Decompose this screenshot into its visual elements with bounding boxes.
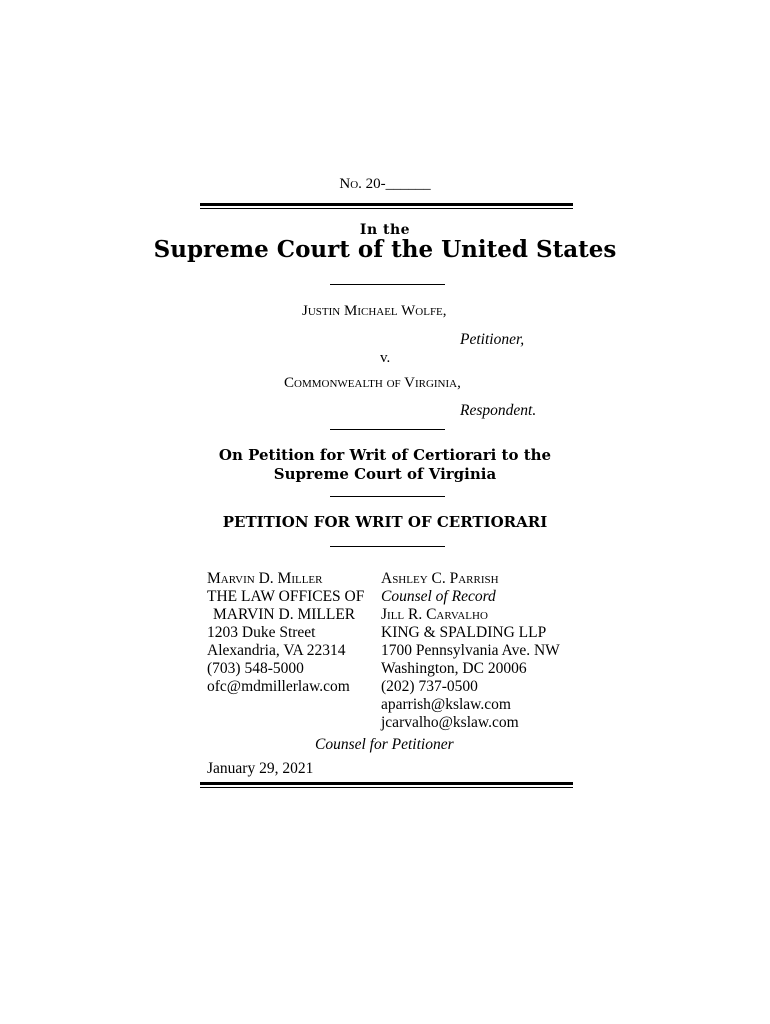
left-counsel-block bbox=[207, 570, 364, 696]
phone-number: (703) 548-5000 bbox=[207, 660, 304, 677]
city-address: Washington, DC 20006 bbox=[381, 660, 527, 677]
counsel-role: Counsel of Record bbox=[381, 588, 496, 605]
divider bbox=[330, 496, 445, 497]
counsel-name: Jill R. Carvalho bbox=[381, 606, 488, 623]
street-address: 1203 Duke Street bbox=[207, 624, 316, 641]
divider bbox=[330, 284, 445, 285]
firm-name: KING & SPALDING LLP bbox=[381, 624, 547, 641]
email-address: aparrish@kslaw.com bbox=[381, 696, 511, 713]
document-title: PETITION FOR WRIT OF CERTIORARI bbox=[222, 513, 548, 531]
city-address: Alexandria, VA 22314 bbox=[207, 642, 346, 659]
street-address: 1700 Pennsylvania Ave. NW bbox=[381, 642, 560, 659]
petition-subtitle-line2: Supreme Court of Virginia bbox=[273, 465, 497, 483]
court-name: Supreme Court of the United States bbox=[153, 236, 617, 263]
respondent-role: Respondent. bbox=[460, 402, 537, 419]
court-preamble: In the bbox=[359, 222, 411, 238]
phone-number: (202) 737-0500 bbox=[381, 678, 478, 695]
firm-name: MARVIN D. MILLER bbox=[213, 606, 356, 623]
email-address: jcarvalho@kslaw.com bbox=[381, 714, 519, 731]
firm-name: THE LAW OFFICES OF bbox=[207, 588, 365, 605]
petition-subtitle-line1: On Petition for Writ of Certiorari to the bbox=[218, 446, 552, 464]
right-counsel-block bbox=[381, 570, 560, 732]
counsel-name: Ashley C. Parrish bbox=[381, 570, 499, 587]
counsel-name: Marvin D. Miller bbox=[207, 570, 323, 587]
respondent-name: Commonwealth of Virginia, bbox=[284, 375, 461, 391]
divider bbox=[330, 546, 445, 547]
email-address: ofc@mdmillerlaw.com bbox=[207, 678, 350, 695]
counsel-for-label: Counsel for Petitioner bbox=[315, 736, 454, 753]
bottom-rule bbox=[200, 782, 573, 788]
filing-date: January 29, 2021 bbox=[207, 760, 314, 777]
divider bbox=[330, 429, 445, 430]
case-number: No. 20-______ bbox=[339, 176, 431, 192]
petitioner-role: Petitioner, bbox=[460, 331, 525, 348]
petitioner-name: Justin Michael Wolfe, bbox=[302, 303, 447, 319]
top-rule bbox=[200, 203, 573, 209]
versus: v. bbox=[380, 350, 391, 366]
